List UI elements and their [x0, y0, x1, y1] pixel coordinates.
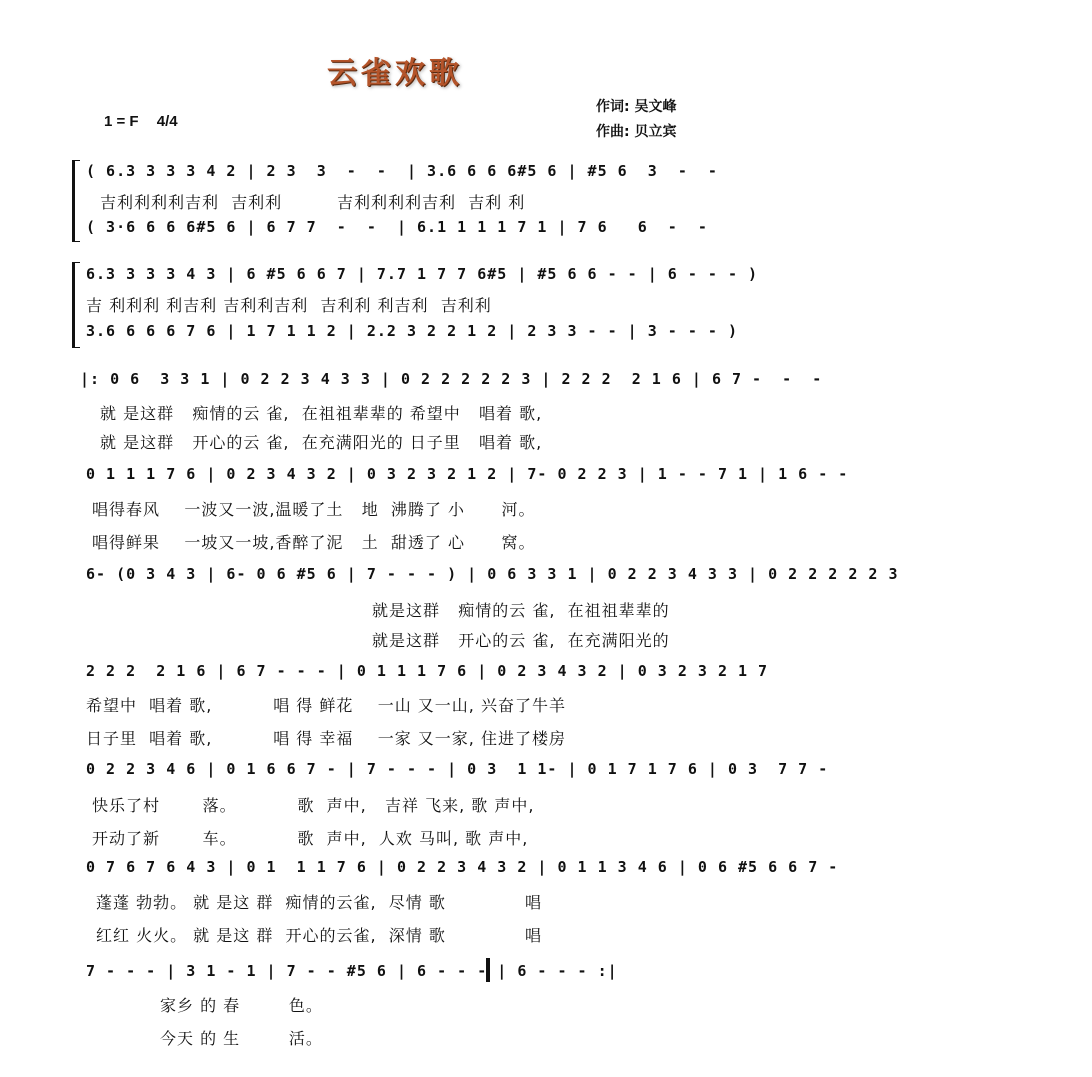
notation-line: 0 7 6 7 6 4 3 | 0 1 1 1 7 6 | 0 2 2 3 4 3 2 | 0 1 1 3 4 6 | 0 6 #5 6 6 7 - [86, 858, 839, 876]
lyric-line: 唱得春风 一波又一波,温暖了土 地 沸腾了 小 河。 [92, 500, 536, 519]
notation-line: |: 0 6 3 3 1 | 0 2 2 3 4 3 3 | 0 2 2 2 2 2 3 | 2 2 2 2 1 6 | 6 7 - - - [80, 370, 823, 388]
notation-line: ( 6.3 3 3 3 4 2 | 2 3 3 - - | 3.6 6 6 6#5 6 | #5 6 3 - - [86, 162, 718, 180]
composer-credit: 作曲: 贝立宾 [596, 124, 677, 140]
lyric-line: 开动了新 车。 歌 声中, 人欢 马叫, 歌 声中, [92, 829, 529, 848]
notation-line: 3.6 6 6 6 7 6 | 1 7 1 1 2 | 2.2 3 2 2 1 2 | 2 3 3 - - | 3 - - - ) [86, 322, 738, 340]
meter-label: 4/4 [156, 113, 178, 130]
notation-line: 6.3 3 3 3 4 3 | 6 #5 6 6 7 | 7.7 1 7 7 6#5 | #5 6 6 - - | 6 - - - ) [86, 265, 759, 283]
lyric-line: 吉 利利利 利吉利 吉利利吉利 吉利利 利吉利 吉利利 [86, 296, 492, 315]
lyric-line: 蓬蓬 勃勃。 就 是这 群 痴情的云雀, 尽情 歌 唱 [96, 893, 542, 912]
lyric-line: 就是这群 痴情的云 雀, 在祖祖辈辈的 [372, 601, 670, 620]
lyric-line: 就 是这群 开心的云 雀, 在充满阳光的 日子里 唱着 歌, [100, 433, 543, 452]
lyric-line: 就是这群 开心的云 雀, 在充满阳光的 [372, 631, 670, 650]
lyric-line: 红红 火火。 就 是这 群 开心的云雀, 深情 歌 唱 [96, 926, 542, 945]
notation-line: ( 3·6 6 6 6#5 6 | 6 7 7 - - | 6.1 1 1 1 7 1 | 7 6 6 - - [86, 218, 708, 236]
notation-line: 7 - - - | 3 1 - 1 | 7 - - #5 6 | 6 - - - | 6 - - - :| [86, 962, 618, 980]
key-signature [104, 113, 192, 130]
song-title: 云雀欢歌 [327, 56, 463, 91]
notation-line: 0 2 2 3 4 6 | 0 1 6 6 7 - | 7 - - - | 0 3 1 1- | 0 1 7 1 7 6 | 0 3 7 7 - [86, 760, 829, 778]
lyricist-credit: 作词: 吴文峰 [596, 99, 677, 115]
lyric-line: 唱得鲜果 一坡又一坡,香醉了泥 土 甜透了 心 窝。 [92, 533, 536, 552]
notation-line: 6- (0 3 4 3 | 6- 0 6 #5 6 | 7 - - - ) | 0 6 3 3 1 | 0 2 2 3 4 3 3 | 0 2 2 2 2 2 3 [86, 565, 899, 583]
notation-line: 0 1 1 1 7 6 | 0 2 3 4 3 2 | 0 3 2 3 2 1 2 | 7- 0 2 2 3 | 1 - - 7 1 | 1 6 - - [86, 465, 849, 483]
system-brace [72, 160, 80, 242]
lyric-line: 吉利利利利吉利 吉利利 吉利利利利吉利 吉利 利 [100, 193, 526, 212]
notation-line: 2 2 2 2 1 6 | 6 7 - - - | 0 1 1 1 7 6 | 0 2 3 4 3 2 | 0 3 2 3 2 1 7 [86, 662, 769, 680]
lyric-line: 希望中 唱着 歌, 唱 得 鲜花 一山 又一山, 兴奋了牛羊 [86, 696, 566, 715]
lyric-line: 家乡 的 春 色。 [160, 996, 323, 1015]
lyric-line: 快乐了村 落。 歌 声中, 吉祥 飞来, 歌 声中, [92, 796, 535, 815]
lyric-line: 就 是这群 痴情的云 雀, 在祖祖辈辈的 希望中 唱着 歌, [100, 404, 543, 423]
lyric-line: 今天 的 生 活。 [160, 1029, 323, 1048]
lyric-line: 日子里 唱着 歌, 唱 得 幸福 一家 又一家, 住进了楼房 [86, 729, 566, 748]
key-label: 1 = F [104, 113, 139, 130]
system-brace [72, 262, 80, 348]
